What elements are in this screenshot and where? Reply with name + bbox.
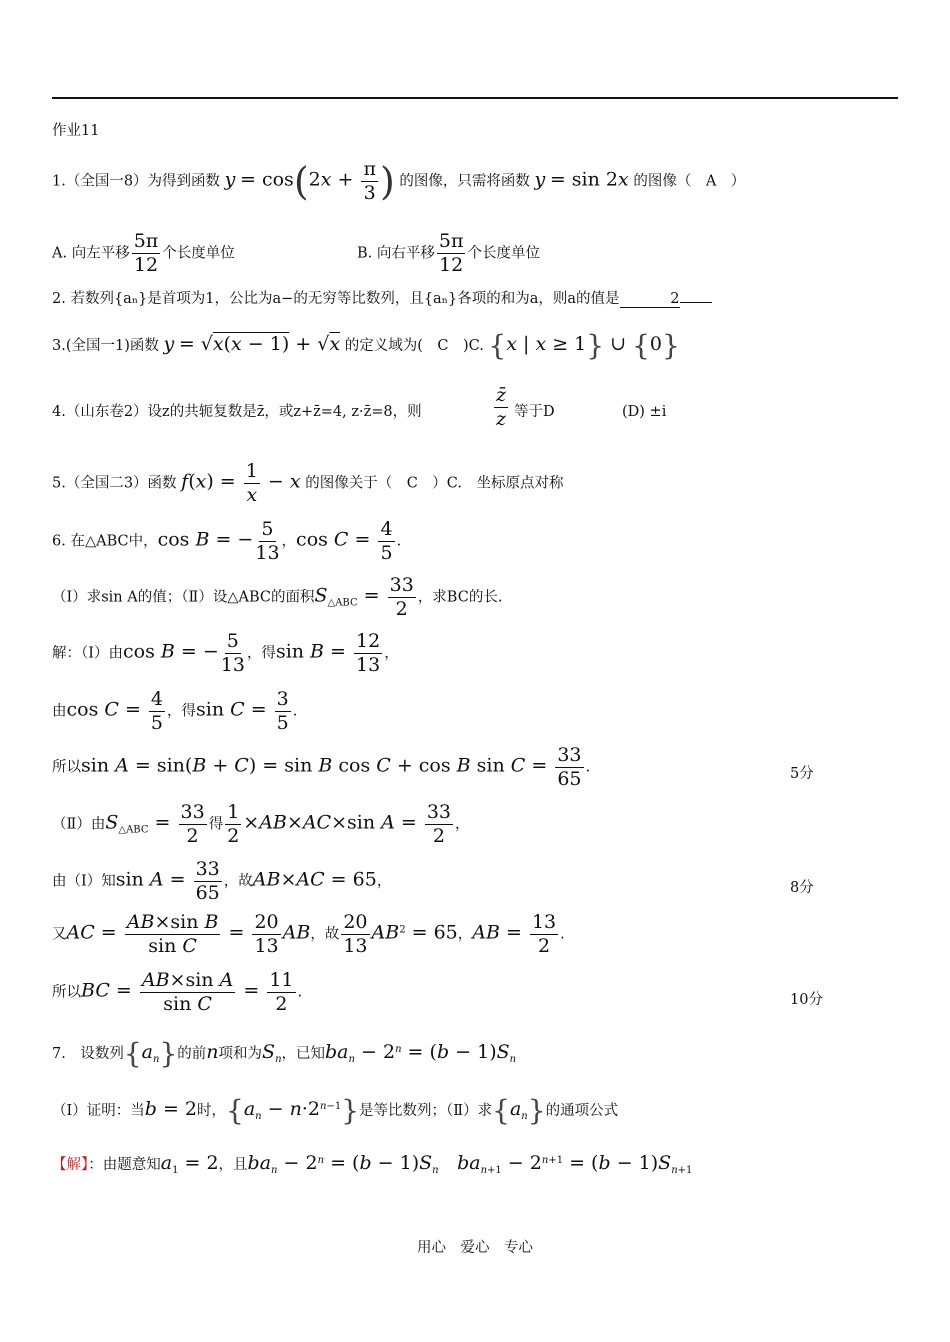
- solution-line-6: 又AC = $\frac{\text{AB×sin B}}{\text{sin C}}$ = $\frac{20}{13}$ AB，故 $\frac{20}{13}$ $AB^2 = 65$，AB = $\frac{13}{2}$ .: [52, 911, 565, 957]
- question-6-stem: 6. 在△ABC中，cos B = − $\frac{5}{13}$ ，cos C = $\frac{4}{5}$ .: [52, 518, 402, 564]
- question-7-solution: 【解】：由题意知$a_1 = 2$，且$ba_n - 2^n = (b - 1)S_n$ $ba_{n+1} - 2^{n+1} = (b - 1)S_{n+1}$: [52, 1152, 693, 1176]
- question-4-fraction: $\frac{z̄}{z}$: [496, 384, 507, 430]
- solution-line-1: 解：（Ⅰ）由cos B = − $\frac{5}{13}$ ，得sin B = $\frac{12}{13}$ ，: [52, 630, 399, 676]
- question-4-answer: 等于D: [514, 404, 555, 420]
- solution-line-3: 所以sin A = sin(B + C) = sin B cos C + cos B sin C = $\frac{33}{65}$ .: [52, 744, 591, 790]
- solution-line-2: 由cos C = $\frac{4}{5}$ ，得sin C = $\frac{3}{5}$ .: [52, 688, 298, 734]
- solution-line-5: 由（Ⅰ）知sin A = $\frac{33}{65}$ ，故AB×AC = 65，: [52, 858, 392, 904]
- solution-line-7: 所以BC = $\frac{\text{AB×sin A}}{\text{sin C}}$ = $\frac{11}{2}$ .: [52, 969, 303, 1015]
- question-1-option-a: A. 向左平移 $\frac{5\pi}{12}$ 个长度单位: [52, 230, 235, 276]
- score-8: 8分: [790, 880, 814, 896]
- solution-line-4: （Ⅱ）由$S_{\triangle ABC}$ = $\frac{33}{2}$ 得 $\frac{1}{2}$ ×AB×AC×sin A = $\frac{33}{2}$ ，: [52, 801, 470, 847]
- page-title: 作业11: [52, 123, 100, 139]
- question-6-parts: （Ⅰ）求sin A的值；（Ⅱ）设△ABC的面积$S_{\triangle ABC}$ = $\frac{33}{2}$ ，求BC的长.: [52, 574, 503, 620]
- question-2: 2. 若数列{aₙ}是首项为1，公比为a−的无穷等比数列，且{aₙ}各项的和为a，则a的值是 2: [52, 292, 712, 308]
- score-5: 5分: [790, 766, 814, 782]
- question-7-stem: 7. 设数列$\{a_n\}$的前n项和为$S_n$，已知$ba_n - 2^n = (b - 1)S_n$: [52, 1037, 517, 1070]
- question-3: 3.(全国一1)函数 $y = √x(\overline{x} - 1) + √x$ 的定义域为( C )C. {x | x ≥ 1} ∪ {0}: [52, 329, 680, 362]
- question-7-parts: （Ⅰ）证明：当b = 2时，$\{a_n - n\cdot 2^{n-1}\}$是等比数列；（Ⅱ）求$\{a_n\}$的通项公式: [52, 1094, 619, 1127]
- question-5: 5.（全国二3）函数 f(x) = $\frac{1}{x}$ − x 的图像关于（ C ）C. 坐标原点对称: [52, 460, 564, 506]
- question-1: 1.（全国一8）为得到函数 y = cos(2x + $\frac{\pi}{3}$ ) 的图像，只需将函数 y = sin 2x 的图像（ A ）: [52, 158, 746, 204]
- header-rule: [52, 97, 898, 99]
- question-4: 4.（山东卷2）设z的共轭复数是z̄，或z+z̄=4, z·z̄=8，则: [52, 404, 422, 420]
- question-1-option-b: B. 向右平移 $\frac{5\pi}{12}$ 个长度单位: [357, 230, 540, 276]
- page-footer: 用心 爱心 专心: [417, 1240, 533, 1256]
- score-10: 10分: [790, 992, 823, 1008]
- question-4-choice: (D) ±i: [622, 404, 667, 420]
